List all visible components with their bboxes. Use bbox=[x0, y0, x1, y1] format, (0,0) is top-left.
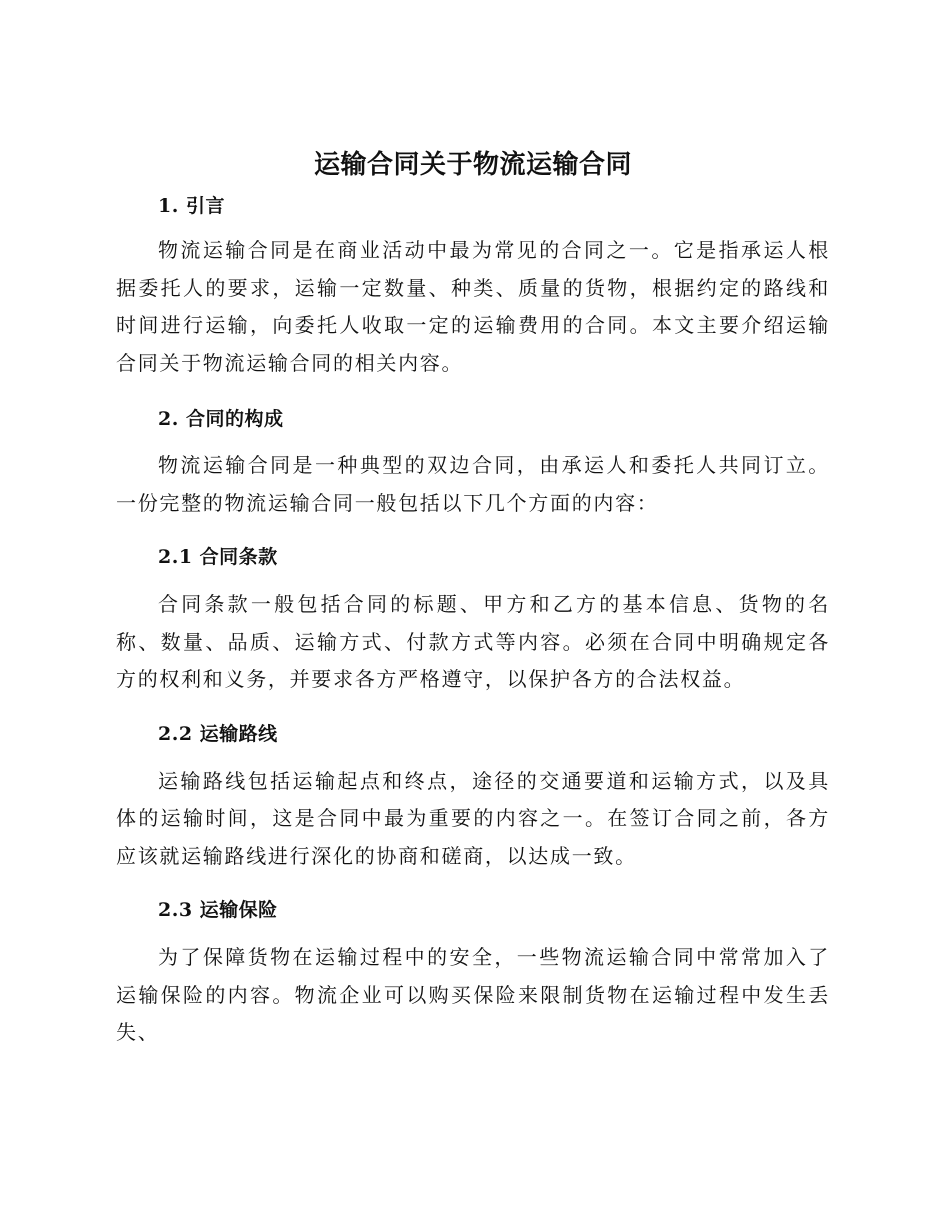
section-heading-contract-structure: 2. 合同的构成 bbox=[158, 408, 284, 430]
section-paragraph-introduction: 物流运输合同是在商业活动中最为常见的合同之一。它是指承运人根据委托人的要求，运输一定数量、种类、质量的货物，根据约定的路线和时间进行运输，向委托人收取一定的运输费用的合同。本文主要介绍运输合同关于物流运输合同的相关内容。 bbox=[116, 238, 830, 375]
section-heading-introduction: 1. 引言 bbox=[158, 195, 225, 217]
section-paragraph-contract-terms: 合同条款一般包括合同的标题、甲方和乙方的基本信息、货物的名称、数量、品质、运输方式、付款方式等内容。必须在合同中明确规定各方的权利和义务，并要求各方严格遵守，以保护各方的合法权益。 bbox=[116, 592, 830, 691]
section-heading-transport-insurance: 2.3 运输保险 bbox=[158, 899, 278, 921]
document-content bbox=[116, 146, 830, 1052]
section-paragraph-contract-structure: 物流运输合同是一种典型的双边合同，由承运人和委托人共同订立。一份完整的物流运输合同一般包括以下几个方面的内容： bbox=[116, 453, 830, 515]
section-paragraph-transport-insurance: 为了保障货物在运输过程中的安全，一些物流运输合同中常常加入了运输保险的内容。物流企业可以购买保险来限制货物在运输过程中发生丢失、 bbox=[116, 945, 830, 1044]
section-heading-transport-route: 2.2 运输路线 bbox=[158, 722, 278, 745]
section-heading-contract-terms: 2.1 合同条款 bbox=[158, 546, 278, 568]
document-title: 运输合同关于物流运输合同 bbox=[313, 150, 632, 180]
section-paragraph-transport-route: 运输路线包括运输起点和终点，途径的交通要道和运输方式，以及具体的运输时间，这是合同中最为重要的内容之一。在签订合同之前，各方应该就运输路线进行深化的协商和磋商，以达成一致。 bbox=[116, 768, 830, 868]
